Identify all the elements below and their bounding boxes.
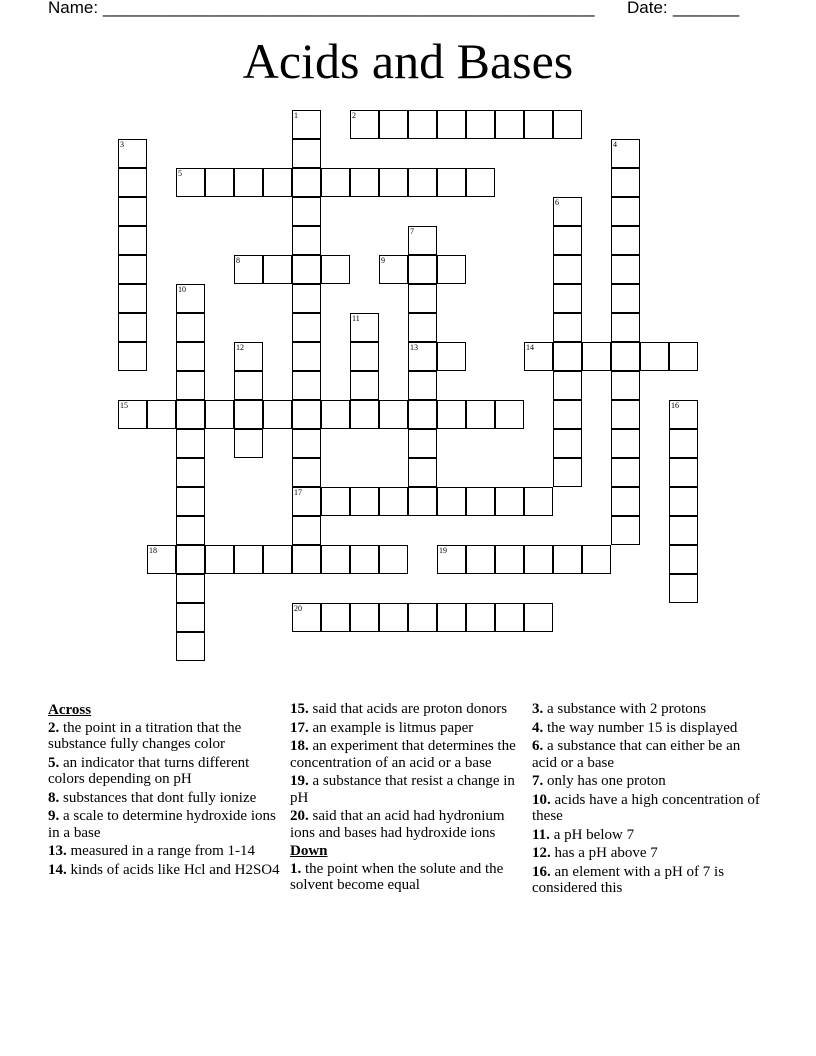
crossword-cell[interactable]: [350, 110, 379, 139]
crossword-cell[interactable]: [408, 400, 437, 429]
crossword-cell[interactable]: [553, 458, 582, 487]
crossword-cell[interactable]: [118, 284, 147, 313]
clue-down: 6. a substance that can either be an acid or a base: [532, 738, 741, 771]
crossword-cell[interactable]: [176, 545, 205, 574]
crossword-cell[interactable]: [669, 574, 698, 603]
crossword-cell[interactable]: [292, 197, 321, 226]
crossword-cell[interactable]: [553, 342, 582, 371]
crossword-cell[interactable]: [611, 139, 640, 168]
crossword-cell[interactable]: [466, 168, 495, 197]
clue-across: 17. an example is litmus paper: [290, 719, 474, 736]
crossword-cell[interactable]: [350, 545, 379, 574]
clue-down: 4. the way number 15 is displayed: [532, 719, 738, 736]
clue-number: 16: [671, 401, 679, 410]
crossword-cell[interactable]: [582, 342, 611, 371]
crossword-cell[interactable]: [553, 255, 582, 284]
crossword-cell[interactable]: [466, 110, 495, 139]
crossword-cell[interactable]: [524, 603, 553, 632]
crossword-cell[interactable]: [611, 400, 640, 429]
date-line[interactable]: _______: [673, 0, 740, 17]
crossword-cell[interactable]: [292, 226, 321, 255]
crossword-cell[interactable]: [379, 487, 408, 516]
clue-number: 15: [120, 401, 128, 410]
crossword-cell[interactable]: [611, 197, 640, 226]
crossword-cell[interactable]: [408, 342, 437, 371]
crossword-cell[interactable]: [553, 313, 582, 342]
crossword-cell[interactable]: [118, 139, 147, 168]
crossword-cell[interactable]: [292, 516, 321, 545]
clue-across: 2. the point in a titration that the substance fully changes color: [48, 719, 242, 752]
crossword-cell[interactable]: [379, 110, 408, 139]
crossword-cell[interactable]: [669, 545, 698, 574]
crossword-cell[interactable]: [118, 255, 147, 284]
crossword-cell[interactable]: [408, 226, 437, 255]
crossword-cell[interactable]: [234, 400, 263, 429]
name-label: Name:: [48, 0, 99, 17]
crossword-cell[interactable]: [466, 603, 495, 632]
crossword-cell[interactable]: [408, 371, 437, 400]
crossword-cell[interactable]: [234, 371, 263, 400]
crossword-cell[interactable]: [524, 110, 553, 139]
crossword-cell[interactable]: [147, 545, 176, 574]
crossword-cell[interactable]: [553, 371, 582, 400]
crossword-cell[interactable]: [350, 313, 379, 342]
crossword-cell[interactable]: [640, 342, 669, 371]
across-heading: Across: [48, 702, 92, 718]
clue-number: 1: [294, 111, 298, 120]
crossword-cell[interactable]: [553, 197, 582, 226]
crossword-cell[interactable]: [611, 342, 640, 371]
crossword-cell[interactable]: [350, 400, 379, 429]
crossword-cell[interactable]: [292, 139, 321, 168]
crossword-cell[interactable]: [292, 545, 321, 574]
crossword-cell[interactable]: [147, 400, 176, 429]
crossword-cell[interactable]: [611, 168, 640, 197]
clue-number: 4: [613, 140, 617, 149]
clue-down: 1. the point when the solute and the solvent become equal: [290, 860, 504, 893]
crossword-cell[interactable]: [437, 342, 466, 371]
crossword-cell[interactable]: [321, 168, 350, 197]
crossword-cell[interactable]: [176, 516, 205, 545]
crossword-cell[interactable]: [292, 371, 321, 400]
crossword-cell[interactable]: [350, 487, 379, 516]
crossword-cell[interactable]: [321, 400, 350, 429]
crossword-cell[interactable]: [495, 545, 524, 574]
crossword-cell[interactable]: [495, 400, 524, 429]
crossword-cell[interactable]: [524, 342, 553, 371]
crossword-cell[interactable]: [176, 574, 205, 603]
crossword-cell[interactable]: [669, 487, 698, 516]
crossword-cell[interactable]: [408, 110, 437, 139]
crossword-cell[interactable]: [408, 458, 437, 487]
clue-number: 13: [410, 343, 418, 352]
clue-number: 20: [294, 604, 302, 613]
crossword-cell[interactable]: [466, 545, 495, 574]
crossword-cell[interactable]: [350, 603, 379, 632]
crossword-cell[interactable]: [176, 284, 205, 313]
crossword-cell[interactable]: [408, 168, 437, 197]
crossword-cell[interactable]: [611, 226, 640, 255]
crossword-cell[interactable]: [263, 400, 292, 429]
crossword-cell[interactable]: [234, 545, 263, 574]
crossword-cell[interactable]: [292, 110, 321, 139]
crossword-cell[interactable]: [292, 313, 321, 342]
crossword-cell[interactable]: [234, 255, 263, 284]
crossword-cell[interactable]: [176, 342, 205, 371]
crossword-cell[interactable]: [292, 458, 321, 487]
crossword-cell[interactable]: [176, 313, 205, 342]
clue-number: 9: [381, 256, 385, 265]
crossword-cell[interactable]: [669, 516, 698, 545]
crossword-cell[interactable]: [408, 313, 437, 342]
crossword-cell[interactable]: [350, 168, 379, 197]
crossword-cell[interactable]: [669, 429, 698, 458]
crossword-cell[interactable]: [205, 400, 234, 429]
crossword-cell[interactable]: [176, 168, 205, 197]
clue-across: 8. substances that dont fully ionize: [48, 789, 257, 806]
name-line[interactable]: ____________________________________________________: [103, 0, 595, 17]
page-title: Acids and Bases: [242, 33, 574, 89]
clue-number: 17: [294, 488, 302, 497]
crossword-cell[interactable]: [466, 400, 495, 429]
clue-number: 11: [352, 314, 360, 323]
clue-down: 7. only has one proton: [532, 773, 666, 789]
crossword-cell[interactable]: [379, 545, 408, 574]
crossword-cell[interactable]: [321, 487, 350, 516]
clue-number: 14: [526, 343, 534, 352]
crossword-cell[interactable]: [611, 255, 640, 284]
down-heading: Down: [290, 843, 328, 859]
crossword-cell[interactable]: [408, 487, 437, 516]
crossword-cell[interactable]: [176, 487, 205, 516]
clue-number: 19: [439, 546, 447, 555]
crossword-cell[interactable]: [495, 487, 524, 516]
crossword-cell[interactable]: [437, 603, 466, 632]
clue-across: 15. said that acids are proton donors: [290, 701, 508, 717]
crossword-cell[interactable]: [437, 255, 466, 284]
crossword-cell[interactable]: [118, 197, 147, 226]
clues-column-3: [532, 701, 762, 899]
crossword-cell[interactable]: [292, 168, 321, 197]
crossword-cell[interactable]: [437, 487, 466, 516]
crossword-cell[interactable]: [611, 429, 640, 458]
crossword-cell[interactable]: [379, 255, 408, 284]
crossword-cell[interactable]: [118, 342, 147, 371]
crossword-cell[interactable]: [437, 545, 466, 574]
crossword-cell[interactable]: [611, 313, 640, 342]
crossword-cell[interactable]: [582, 545, 611, 574]
clue-down: 3. a substance with 2 protons: [532, 701, 707, 717]
clue-across: 20. said that an acid had hydronium ions and bases had hydroxide ions: [290, 808, 505, 841]
crossword-cell[interactable]: [292, 429, 321, 458]
crossword-cell[interactable]: [611, 516, 640, 545]
clue-across: 9. a scale to determine hydroxide ions in a base: [48, 808, 276, 841]
crossword-cell[interactable]: [553, 110, 582, 139]
clue-down: 10. acids have a high concentration of these: [532, 791, 760, 824]
crossword-cell[interactable]: [437, 400, 466, 429]
crossword-cell[interactable]: [611, 284, 640, 313]
crossword-cell[interactable]: [611, 487, 640, 516]
crossword-cell[interactable]: [118, 400, 147, 429]
crossword-cell[interactable]: [176, 458, 205, 487]
crossword-cell[interactable]: [553, 284, 582, 313]
clue-across: 13. measured in a range from 1-14: [48, 843, 256, 859]
crossword-cell[interactable]: [379, 400, 408, 429]
crossword-cell[interactable]: [118, 313, 147, 342]
crossword-cell[interactable]: [437, 168, 466, 197]
clues-column-1: [48, 701, 288, 880]
clue-number: 3: [120, 140, 124, 149]
clue-down: 16. an element with a pH of 7 is considered this: [532, 863, 725, 896]
crossword-cell[interactable]: [350, 371, 379, 400]
crossword-cell[interactable]: [611, 458, 640, 487]
crossword-cell[interactable]: [234, 168, 263, 197]
crossword-cell[interactable]: [495, 110, 524, 139]
crossword-cell[interactable]: [466, 487, 495, 516]
crossword-cell[interactable]: [350, 342, 379, 371]
date-label: Date:: [627, 0, 668, 17]
crossword-cell[interactable]: [263, 168, 292, 197]
crossword-cell[interactable]: [524, 545, 553, 574]
crossword-cell[interactable]: [408, 603, 437, 632]
crossword-cell[interactable]: [292, 603, 321, 632]
clues-column-2: [290, 701, 520, 896]
crossword-cell[interactable]: [263, 545, 292, 574]
crossword-cell[interactable]: [611, 371, 640, 400]
clue-number: 8: [236, 256, 240, 265]
crossword-cell[interactable]: [321, 255, 350, 284]
clue-down: 11. a pH below 7: [532, 826, 635, 843]
crossword-cell[interactable]: [524, 487, 553, 516]
crossword-cell[interactable]: [408, 429, 437, 458]
crossword-cell[interactable]: [669, 400, 698, 429]
clue-number: 7: [410, 227, 414, 236]
crossword-cell[interactable]: [553, 226, 582, 255]
clue-number: 5: [178, 169, 182, 178]
clue-number: 18: [149, 546, 157, 555]
crossword-cell[interactable]: [553, 400, 582, 429]
crossword-cell[interactable]: [669, 342, 698, 371]
crossword-cell[interactable]: [234, 342, 263, 371]
crossword-cell[interactable]: [553, 429, 582, 458]
crossword-cell[interactable]: [379, 603, 408, 632]
crossword-cell[interactable]: [205, 168, 234, 197]
crossword-cell[interactable]: [553, 545, 582, 574]
crossword-cell[interactable]: [176, 371, 205, 400]
crossword-cell[interactable]: [234, 429, 263, 458]
crossword-cell[interactable]: [176, 632, 205, 661]
crossword-cell[interactable]: [205, 545, 234, 574]
crossword-cell[interactable]: [292, 487, 321, 516]
clue-across: 14. kinds of acids like Hcl and H2SO4: [48, 861, 280, 878]
crossword-cell[interactable]: [669, 458, 698, 487]
clue-number: 6: [555, 198, 559, 207]
crossword-cell[interactable]: [408, 284, 437, 313]
crossword-cell[interactable]: [292, 284, 321, 313]
clue-number: 2: [352, 111, 356, 120]
clue-across: 19. a substance that resist a change in pH: [290, 773, 515, 806]
clue-down: 12. has a pH above 7: [532, 845, 658, 861]
clue-number: 12: [236, 343, 244, 352]
crossword-cell[interactable]: [176, 603, 205, 632]
crossword-cell[interactable]: [408, 255, 437, 284]
crossword-cell[interactable]: [176, 429, 205, 458]
crossword-cell[interactable]: [495, 603, 524, 632]
crossword-cell[interactable]: [118, 168, 147, 197]
clue-number: 10: [178, 285, 186, 294]
crossword-cell[interactable]: [321, 603, 350, 632]
crossword-cell[interactable]: [292, 255, 321, 284]
crossword-cell[interactable]: [292, 342, 321, 371]
crossword-cell[interactable]: [437, 110, 466, 139]
crossword-cell[interactable]: [118, 226, 147, 255]
clue-across: 5. an indicator that turns different colors depending on pH: [48, 754, 250, 787]
crossword-cell[interactable]: [321, 545, 350, 574]
clue-across: 18. an experiment that determines the concentration of an acid or a base: [290, 738, 516, 771]
crossword-cell[interactable]: [263, 255, 292, 284]
crossword-cell[interactable]: [379, 168, 408, 197]
crossword-cell[interactable]: [176, 400, 205, 429]
crossword-cell[interactable]: [292, 400, 321, 429]
